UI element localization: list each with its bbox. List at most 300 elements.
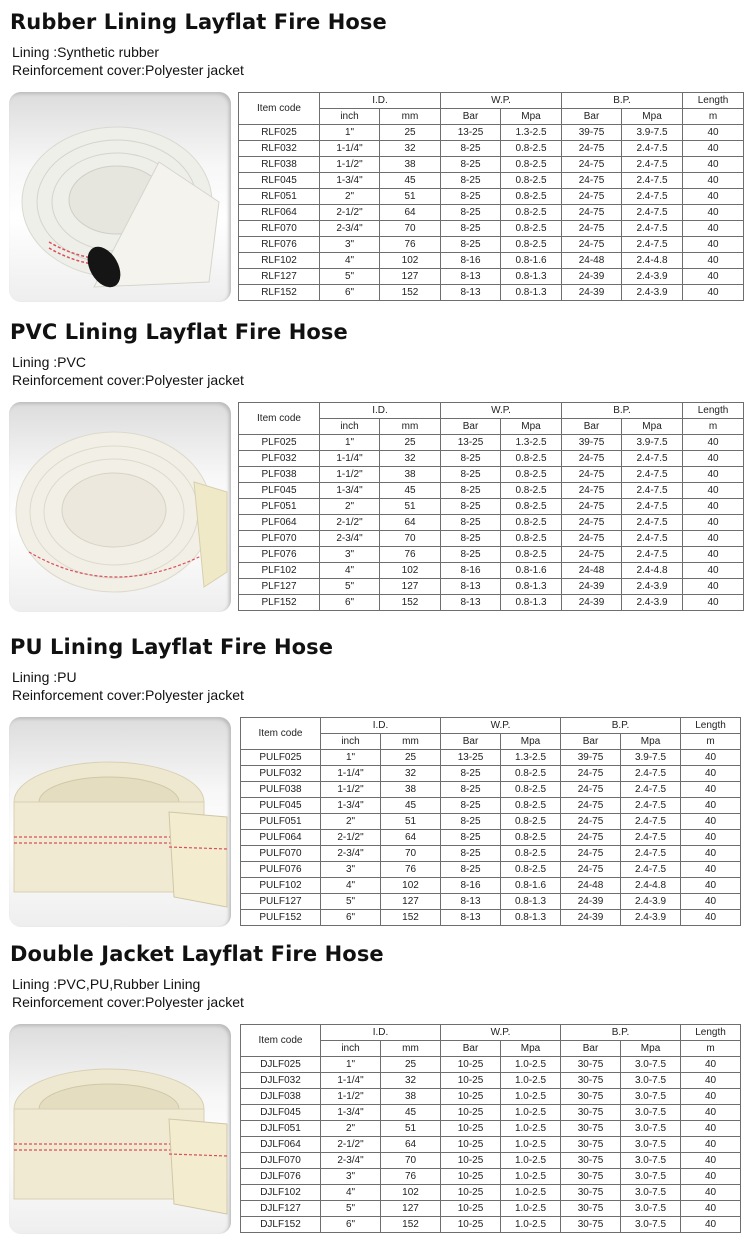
table-cell: 8-25 (441, 531, 501, 547)
table-cell: 102 (381, 1185, 441, 1201)
table-cell: 0.8-1.3 (501, 910, 561, 926)
table-cell: PLF127 (239, 579, 320, 595)
table-cell: 8-16 (441, 253, 501, 269)
table-cell: 1-1/2" (321, 1089, 381, 1105)
table-cell: 3.9-7.5 (622, 435, 683, 451)
table-cell: 10-25 (441, 1185, 501, 1201)
table-row (241, 1185, 741, 1201)
table-cell: 0.8-2.5 (501, 814, 561, 830)
table-cell: RLF152 (239, 285, 320, 301)
table-cell: 24-39 (562, 269, 622, 285)
header-mm: mm (381, 1041, 441, 1057)
table-cell: 24-75 (561, 814, 621, 830)
table-cell: 76 (380, 237, 441, 253)
table-cell: DJLF102 (241, 1185, 321, 1201)
table-cell: 24-75 (562, 547, 622, 563)
hose-illustration (9, 402, 231, 612)
table-cell: 24-75 (561, 798, 621, 814)
table-cell: 102 (380, 253, 441, 269)
table-row (241, 894, 741, 910)
table-cell: PULF076 (241, 862, 321, 878)
table-cell: 40 (681, 846, 741, 862)
header-bar: Bar (561, 1041, 621, 1057)
table-cell: 3" (321, 862, 381, 878)
table-cell: 5" (321, 894, 381, 910)
table-cell: 13-25 (441, 125, 501, 141)
header-m: m (681, 734, 741, 750)
table-cell: 0.8-1.3 (501, 595, 562, 611)
table-row (239, 221, 744, 237)
table-cell: 1.0-2.5 (501, 1169, 561, 1185)
table-cell: 0.8-2.5 (501, 499, 562, 515)
table-cell: 70 (381, 1153, 441, 1169)
table-cell: 24-48 (562, 253, 622, 269)
header-m: m (683, 109, 744, 125)
table-cell: 39-75 (561, 750, 621, 766)
table-cell: 8-13 (441, 285, 501, 301)
table-cell: 25 (381, 750, 441, 766)
table-cell: 8-25 (441, 830, 501, 846)
table-cell: 2.4-3.9 (622, 285, 683, 301)
table-cell: 8-25 (441, 766, 501, 782)
table-cell: 8-25 (441, 173, 501, 189)
header-inch: inch (320, 419, 380, 435)
table-cell: PULF025 (241, 750, 321, 766)
table-cell: 40 (681, 1169, 741, 1185)
table-cell: 70 (380, 531, 441, 547)
table-cell: 2.4-7.5 (621, 814, 681, 830)
table-cell: 3" (320, 237, 380, 253)
table-cell: PLF045 (239, 483, 320, 499)
table-cell: 1-1/2" (321, 782, 381, 798)
table-cell: 8-25 (441, 846, 501, 862)
table-cell: 40 (683, 531, 744, 547)
table-cell: 40 (683, 253, 744, 269)
table-cell: 0.8-2.5 (501, 830, 561, 846)
table-cell: 24-39 (562, 595, 622, 611)
table-cell: PLF102 (239, 563, 320, 579)
table-cell: 8-25 (441, 157, 501, 173)
table-row (239, 269, 744, 285)
table-cell: 8-25 (441, 814, 501, 830)
table-cell: 25 (381, 1057, 441, 1073)
table-cell: 2.4-7.5 (622, 173, 683, 189)
header-bp: B.P. (562, 403, 683, 419)
table-cell: 10-25 (441, 1073, 501, 1089)
table-row (239, 483, 744, 499)
header-item-code: Item code (239, 93, 320, 125)
table-cell: 64 (380, 515, 441, 531)
header-inch: inch (320, 109, 380, 125)
header-bar: Bar (441, 1041, 501, 1057)
table-body (239, 125, 744, 301)
table-cell: 6" (320, 595, 380, 611)
table-cell: 0.8-2.5 (501, 846, 561, 862)
table-cell: DJLF038 (241, 1089, 321, 1105)
header-mpa: Mpa (622, 419, 683, 435)
hose-photo (9, 717, 231, 927)
table-cell: RLF051 (239, 189, 320, 205)
table-cell: 0.8-1.3 (501, 285, 562, 301)
table-cell: RLF070 (239, 221, 320, 237)
table-cell: 40 (683, 205, 744, 221)
header-length: Length (683, 93, 744, 109)
table-cell: 1.0-2.5 (501, 1201, 561, 1217)
table-cell: 2.4-7.5 (622, 515, 683, 531)
table-cell: 24-39 (561, 894, 621, 910)
table-cell: 51 (380, 189, 441, 205)
table-cell: 1.0-2.5 (501, 1153, 561, 1169)
table-cell: 24-75 (562, 499, 622, 515)
header-wp: W.P. (441, 1025, 561, 1041)
table-cell: PLF064 (239, 515, 320, 531)
table-cell: 24-39 (561, 910, 621, 926)
table-cell: 102 (380, 563, 441, 579)
table-cell: 40 (683, 467, 744, 483)
table-cell: 24-75 (561, 782, 621, 798)
table-cell: 3.0-7.5 (621, 1105, 681, 1121)
table-cell: DJLF152 (241, 1217, 321, 1233)
section-rubber (0, 10, 750, 320)
header-inch: inch (321, 1041, 381, 1057)
table-cell: 2.4-7.5 (621, 766, 681, 782)
table-cell: 2.4-4.8 (622, 253, 683, 269)
table-cell: 1.0-2.5 (501, 1137, 561, 1153)
table-cell: 40 (683, 579, 744, 595)
table-cell: 32 (381, 766, 441, 782)
table-cell: 8-25 (441, 515, 501, 531)
table-row (241, 1201, 741, 1217)
spec-table (238, 402, 744, 611)
table-cell: 1.0-2.5 (501, 1105, 561, 1121)
table-cell: 8-25 (441, 141, 501, 157)
table-cell: 1-1/4" (321, 766, 381, 782)
table-cell: 152 (380, 285, 441, 301)
table-cell: 40 (681, 766, 741, 782)
table-cell: 2.4-3.9 (621, 910, 681, 926)
table-cell: 1.0-2.5 (501, 1073, 561, 1089)
table-cell: 25 (380, 435, 441, 451)
table-cell: 40 (681, 894, 741, 910)
table-cell: 40 (683, 563, 744, 579)
table-cell: 30-75 (561, 1073, 621, 1089)
table-cell: 0.8-2.5 (501, 141, 562, 157)
table-cell: 127 (381, 894, 441, 910)
table-cell: 40 (683, 547, 744, 563)
table-cell: 24-48 (562, 563, 622, 579)
header-m: m (683, 419, 744, 435)
table-cell: 40 (683, 125, 744, 141)
table-cell: 8-25 (441, 205, 501, 221)
table-cell: 6" (321, 910, 381, 926)
table-cell: 127 (381, 1201, 441, 1217)
table-cell: 3" (320, 547, 380, 563)
table-cell: 1-1/2" (320, 467, 380, 483)
table-cell: PULF051 (241, 814, 321, 830)
table-cell: 30-75 (561, 1057, 621, 1073)
table-cell: 0.8-1.6 (501, 253, 562, 269)
table-cell: 0.8-2.5 (501, 483, 562, 499)
reinforcement-text: Reinforcement cover:Polyester jacket (12, 372, 244, 388)
table-cell: 8-25 (441, 467, 501, 483)
table-row (241, 846, 741, 862)
table-cell: 24-75 (562, 451, 622, 467)
table-cell: 3.0-7.5 (621, 1217, 681, 1233)
table-cell: 1-1/4" (321, 1073, 381, 1089)
table-cell: 8-25 (441, 782, 501, 798)
table-cell: 6" (320, 285, 380, 301)
table-row (239, 435, 744, 451)
table-cell: 5" (320, 269, 380, 285)
table-cell: 24-75 (562, 237, 622, 253)
table-cell: 40 (683, 141, 744, 157)
table-cell: 2.4-7.5 (622, 451, 683, 467)
table-cell: 40 (683, 237, 744, 253)
table-cell: 13-25 (441, 750, 501, 766)
table-cell: 39-75 (562, 435, 622, 451)
table-row (239, 173, 744, 189)
table-cell: 2.4-7.5 (622, 547, 683, 563)
table-cell: 10-25 (441, 1201, 501, 1217)
table-cell: 40 (683, 499, 744, 515)
table-body (241, 750, 741, 926)
table-row (239, 531, 744, 547)
table-cell: 2" (320, 499, 380, 515)
table-row (241, 1105, 741, 1121)
header-bar: Bar (441, 109, 501, 125)
table-row (241, 1057, 741, 1073)
header-item-code: Item code (241, 1025, 321, 1057)
table-cell: 2.4-7.5 (622, 499, 683, 515)
table-cell: 40 (681, 798, 741, 814)
table-cell: DJLF051 (241, 1121, 321, 1137)
table-cell: PULF070 (241, 846, 321, 862)
reinforcement-text: Reinforcement cover:Polyester jacket (12, 687, 244, 703)
table-row (239, 157, 744, 173)
table-row (241, 862, 741, 878)
table-row (241, 1137, 741, 1153)
reinforcement-text: Reinforcement cover:Polyester jacket (12, 62, 244, 78)
table-cell: 24-48 (561, 878, 621, 894)
header-length: Length (681, 718, 741, 734)
table-cell: 40 (681, 830, 741, 846)
table-cell: 0.8-1.3 (501, 894, 561, 910)
table-cell: 24-75 (561, 830, 621, 846)
table-cell: 3.0-7.5 (621, 1137, 681, 1153)
hose-photo (9, 1024, 231, 1234)
table-row (241, 1153, 741, 1169)
table-cell: PLF032 (239, 451, 320, 467)
table-row (241, 910, 741, 926)
table-cell: 51 (380, 499, 441, 515)
table-cell: 24-75 (561, 846, 621, 862)
table-cell: 8-25 (441, 499, 501, 515)
header-item-code: Item code (239, 403, 320, 435)
table-cell: 40 (681, 1073, 741, 1089)
table-cell: 0.8-2.5 (501, 451, 562, 467)
table-cell: RLF038 (239, 157, 320, 173)
table-cell: 30-75 (561, 1169, 621, 1185)
table-cell: 2.4-3.9 (621, 894, 681, 910)
table-cell: 0.8-2.5 (501, 157, 562, 173)
table-cell: 8-16 (441, 563, 501, 579)
table-cell: 1-3/4" (321, 1105, 381, 1121)
table-cell: 0.8-2.5 (501, 531, 562, 547)
table-cell: 2.4-7.5 (621, 830, 681, 846)
table-cell: 6" (321, 1217, 381, 1233)
table-cell: 24-75 (561, 766, 621, 782)
table-cell: 76 (381, 1169, 441, 1185)
table-row (241, 1217, 741, 1233)
table-cell: 76 (381, 862, 441, 878)
table-cell: 3.0-7.5 (621, 1089, 681, 1105)
table-cell: PULF045 (241, 798, 321, 814)
table-cell: 8-16 (441, 878, 501, 894)
table-body (241, 1057, 741, 1233)
table-cell: 2-3/4" (321, 1153, 381, 1169)
table-cell: 10-25 (441, 1169, 501, 1185)
table-cell: 25 (380, 125, 441, 141)
table-cell: 3.0-7.5 (621, 1073, 681, 1089)
table-row (239, 547, 744, 563)
table-cell: 8-13 (441, 910, 501, 926)
table-cell: 2.4-7.5 (621, 846, 681, 862)
table-cell: 2.4-7.5 (621, 782, 681, 798)
table-cell: 70 (381, 846, 441, 862)
lining-text: Lining :PVC (12, 354, 86, 370)
table-cell: 0.8-2.5 (501, 205, 562, 221)
table-cell: 3" (321, 1169, 381, 1185)
table-cell: 1.0-2.5 (501, 1217, 561, 1233)
table-cell: DJLF076 (241, 1169, 321, 1185)
table-cell: 5" (321, 1201, 381, 1217)
table-cell: 10-25 (441, 1105, 501, 1121)
table-cell: 1" (321, 750, 381, 766)
table-cell: 70 (380, 221, 441, 237)
table-cell: 45 (380, 173, 441, 189)
table-cell: 4" (321, 1185, 381, 1201)
table-cell: 40 (681, 1089, 741, 1105)
table-cell: 2.4-7.5 (622, 189, 683, 205)
table-cell: 40 (683, 157, 744, 173)
table-cell: 40 (681, 814, 741, 830)
section-pu (0, 635, 750, 945)
header-wp: W.P. (441, 403, 562, 419)
table-cell: 1-1/4" (320, 141, 380, 157)
table-cell: 2.4-3.9 (622, 269, 683, 285)
table-row (239, 125, 744, 141)
table-cell: 30-75 (561, 1137, 621, 1153)
table-cell: 24-75 (562, 173, 622, 189)
table-row (241, 1169, 741, 1185)
table-cell: 102 (381, 878, 441, 894)
table-row (241, 830, 741, 846)
table-cell: 40 (681, 878, 741, 894)
table-cell: 30-75 (561, 1105, 621, 1121)
header-bp: B.P. (561, 718, 681, 734)
table-cell: 2" (321, 814, 381, 830)
table-cell: PULF038 (241, 782, 321, 798)
table-cell: 0.8-2.5 (501, 173, 562, 189)
table-cell: 24-75 (562, 221, 622, 237)
table-cell: 152 (381, 910, 441, 926)
table-cell: 10-25 (441, 1217, 501, 1233)
table-cell: 24-75 (562, 531, 622, 547)
table-cell: DJLF127 (241, 1201, 321, 1217)
table-row (239, 451, 744, 467)
table-cell: 0.8-2.5 (501, 237, 562, 253)
table-row (239, 499, 744, 515)
table-cell: 2.4-4.8 (622, 563, 683, 579)
table-cell: 10-25 (441, 1137, 501, 1153)
hose-illustration (9, 1024, 231, 1234)
table-cell: 40 (683, 221, 744, 237)
table-row (241, 878, 741, 894)
table-cell: 8-25 (441, 862, 501, 878)
table-cell: 2" (321, 1121, 381, 1137)
table-cell: 0.8-2.5 (501, 221, 562, 237)
table-cell: 1" (320, 435, 380, 451)
table-cell: 1" (320, 125, 380, 141)
table-row (239, 285, 744, 301)
table-cell: 40 (681, 1137, 741, 1153)
header-m: m (681, 1041, 741, 1057)
header-mpa: Mpa (621, 734, 681, 750)
table-row (239, 579, 744, 595)
spec-table (240, 1024, 741, 1233)
table-cell: 0.8-2.5 (501, 862, 561, 878)
table-row (241, 750, 741, 766)
table-cell: 40 (683, 285, 744, 301)
table-cell: 2.4-7.5 (622, 467, 683, 483)
table-cell: 0.8-2.5 (501, 467, 562, 483)
header-mpa: Mpa (621, 1041, 681, 1057)
header-mm: mm (380, 109, 441, 125)
table-cell: 40 (683, 483, 744, 499)
table-cell: 3.0-7.5 (621, 1201, 681, 1217)
hose-photo (9, 402, 231, 612)
table-row (241, 1121, 741, 1137)
table-row (239, 563, 744, 579)
section-title: PU Lining Layflat Fire Hose (10, 635, 334, 659)
table-cell: 64 (381, 1137, 441, 1153)
table-cell: RLF045 (239, 173, 320, 189)
table-cell: 40 (681, 1185, 741, 1201)
header-mpa: Mpa (501, 1041, 561, 1057)
table-cell: 24-75 (561, 862, 621, 878)
table-cell: 2-1/2" (321, 830, 381, 846)
header-bar: Bar (562, 419, 622, 435)
hose-photo (9, 92, 231, 302)
table-cell: 2.4-7.5 (622, 205, 683, 221)
table-cell: 30-75 (561, 1121, 621, 1137)
table-cell: 2-1/2" (320, 205, 380, 221)
table-cell: 2-3/4" (320, 531, 380, 547)
table-cell: 40 (683, 189, 744, 205)
table-cell: 8-25 (441, 451, 501, 467)
table-cell: DJLF025 (241, 1057, 321, 1073)
header-bar: Bar (561, 734, 621, 750)
table-cell: 1-3/4" (320, 483, 380, 499)
spec-table (240, 717, 741, 926)
table-cell: 1-1/2" (320, 157, 380, 173)
table-row (239, 205, 744, 221)
header-mm: mm (381, 734, 441, 750)
header-mpa: Mpa (622, 109, 683, 125)
table-cell: 8-25 (441, 221, 501, 237)
table-cell: 10-25 (441, 1057, 501, 1073)
table-cell: 24-75 (562, 189, 622, 205)
